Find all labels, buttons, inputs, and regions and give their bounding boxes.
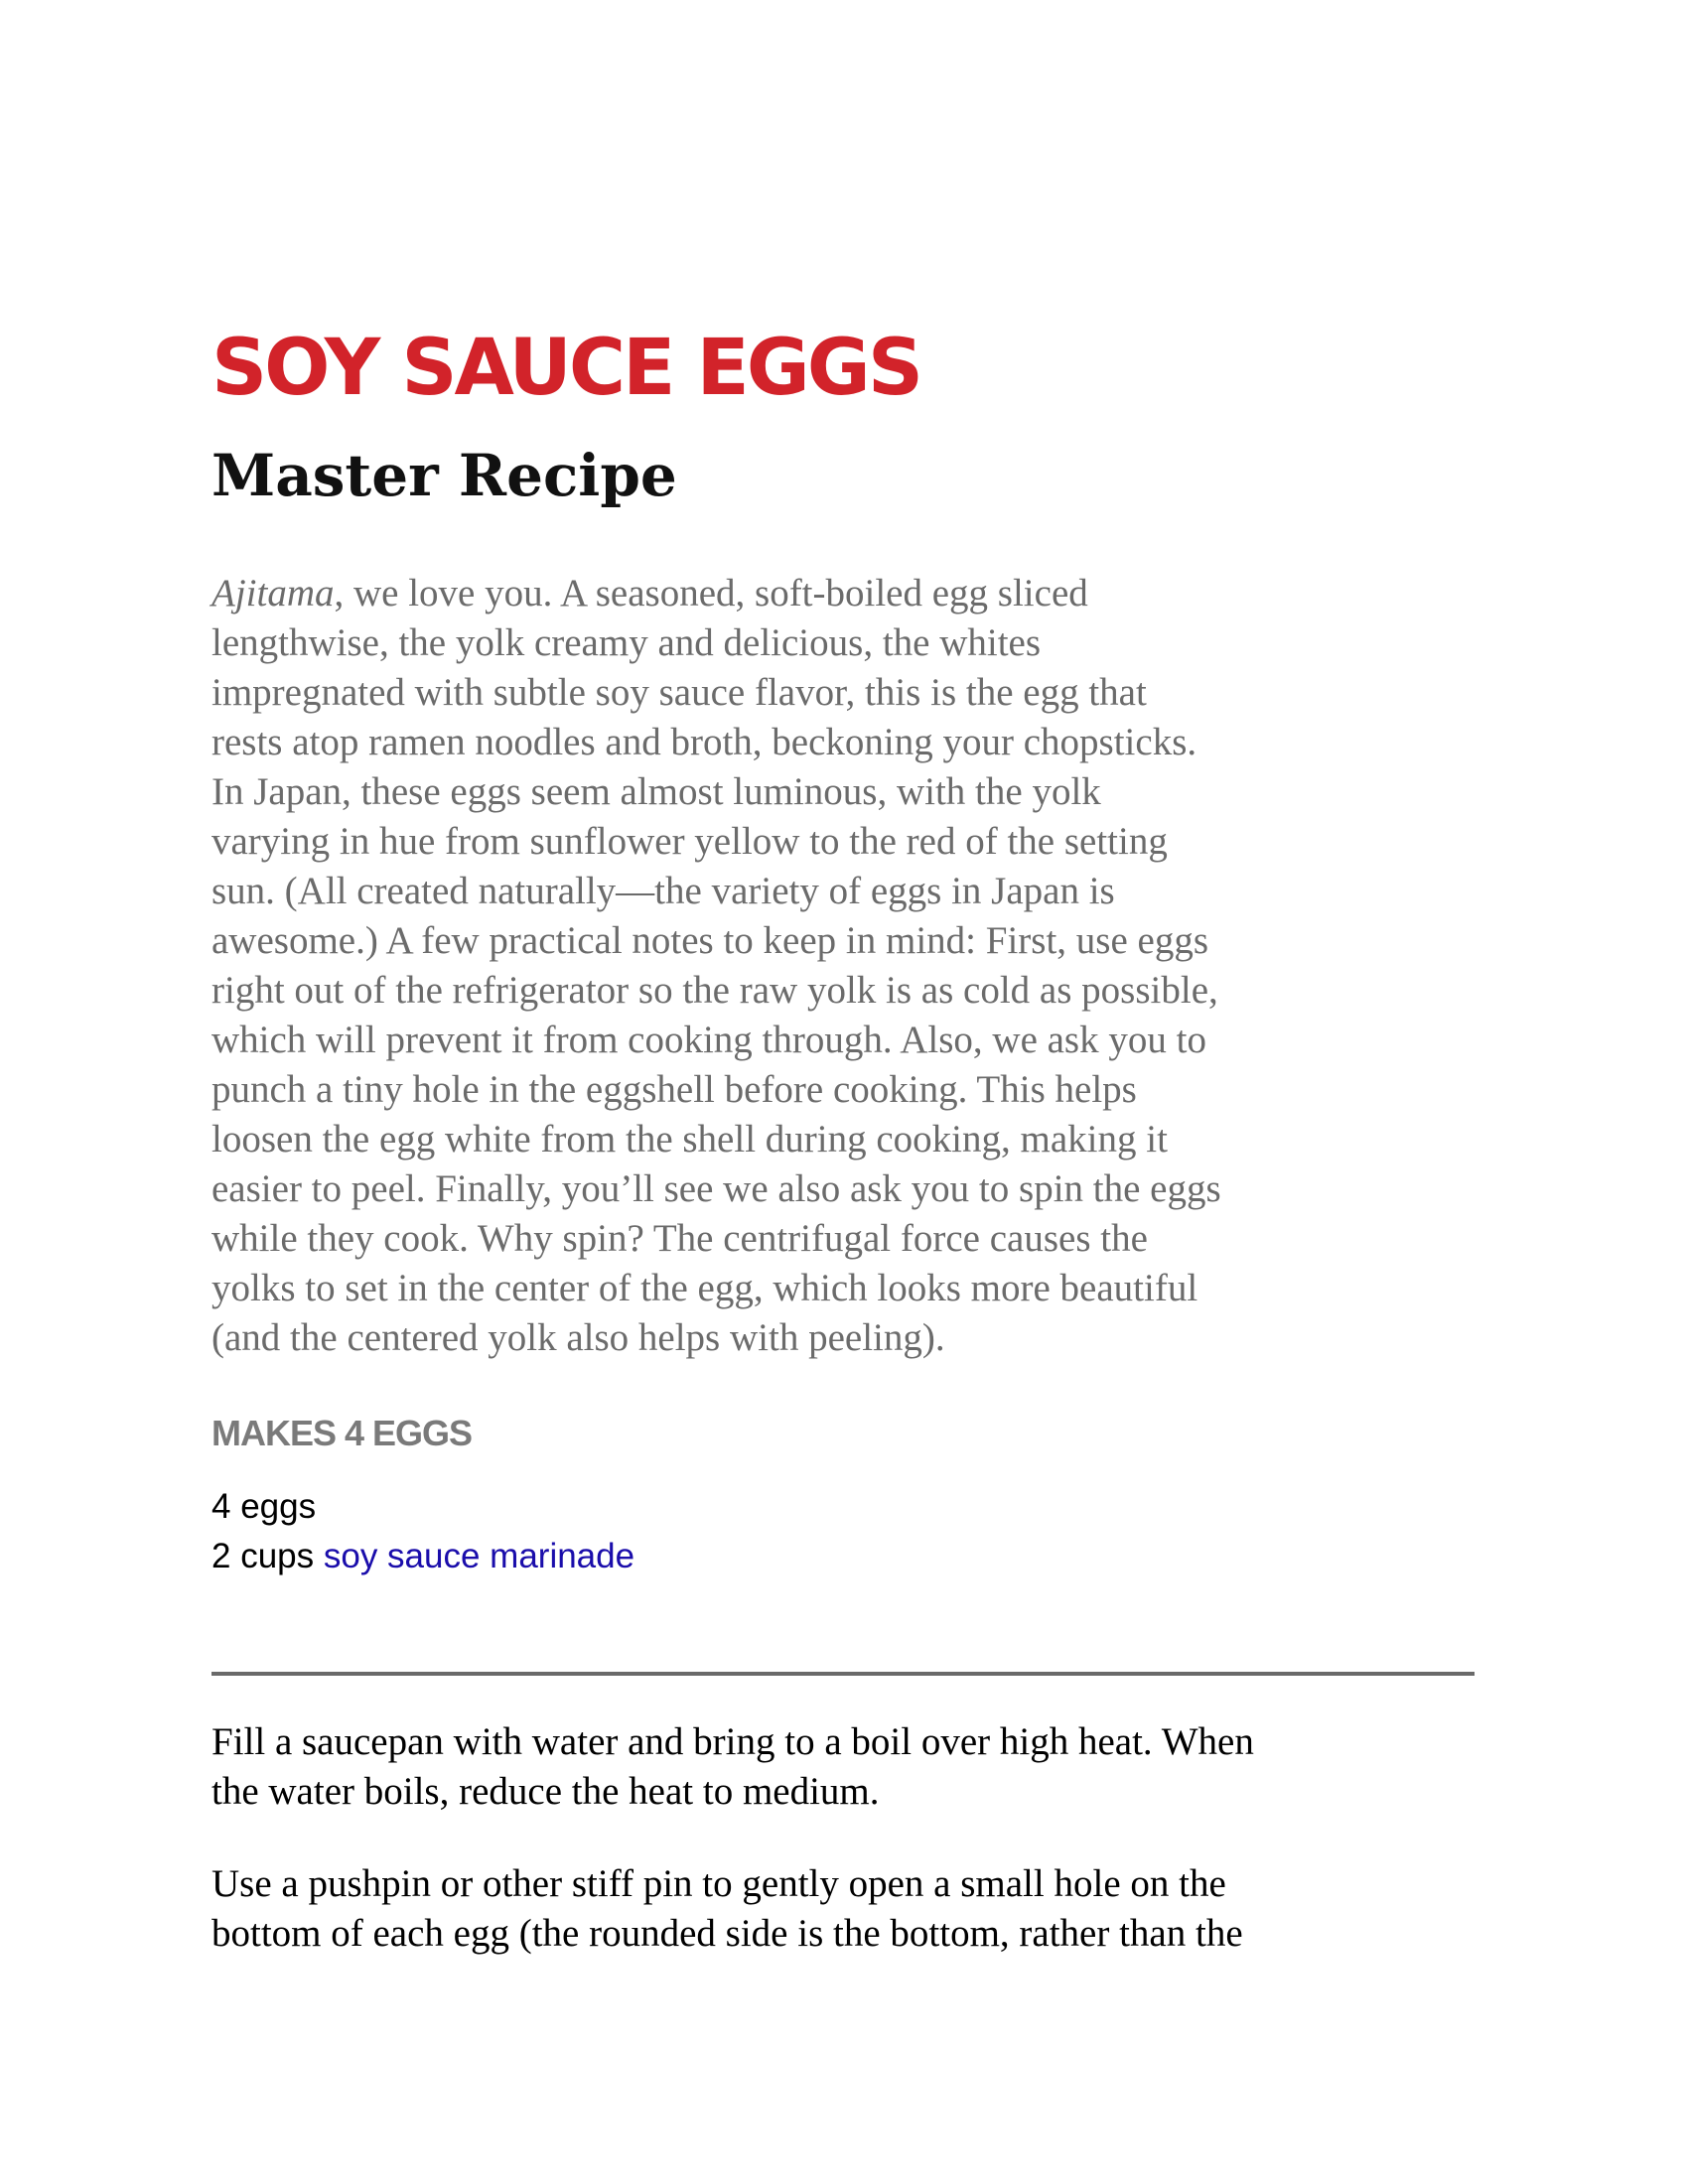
intro-line: sun. (All created naturally—the variety of eggs in Japan is — [211, 870, 1115, 912]
step-line: Use a pushpin or other stiff pin to gently open a small hole on the — [211, 1862, 1226, 1905]
intro-line: loosen the egg white from the shell during cooking, making it — [211, 1118, 1168, 1160]
intro-line-rest: , we love you. A seasoned, soft-boiled egg sliced — [334, 572, 1088, 614]
intro-italic-lead: Ajitama — [211, 572, 335, 614]
section-divider — [211, 1672, 1475, 1676]
intro-line: (and the centered yolk also helps with peeling). — [211, 1316, 945, 1359]
intro-line: lengthwise, the yolk creamy and delicious, the whites — [211, 621, 1042, 664]
recipe-subtitle: Master Recipe — [211, 442, 677, 509]
soy-sauce-marinade-link[interactable]: soy sauce marinade — [323, 1537, 635, 1575]
intro-paragraph — [211, 569, 1477, 1363]
recipe-yield: MAKES 4 EGGS — [211, 1413, 473, 1453]
intro-line — [211, 569, 1477, 618]
intro-line: varying in hue from sunflower yellow to the red of the setting — [211, 820, 1168, 863]
intro-line: while they cook. Why spin? The centrifugal force causes the — [211, 1217, 1148, 1260]
intro-line: easier to peel. Finally, you’ll see we also ask you to spin the eggs — [211, 1167, 1221, 1210]
step-line: Fill a saucepan with water and bring to a boil over high heat. When — [211, 1720, 1254, 1763]
ingredient-text: 4 eggs — [211, 1487, 317, 1526]
ingredient-item — [211, 1532, 634, 1581]
ingredient-list — [211, 1482, 634, 1581]
ingredient-text: 2 cups — [211, 1537, 324, 1575]
intro-line: which will prevent it from cooking through. Also, we ask you to — [211, 1019, 1206, 1061]
step-line: the water boils, reduce the heat to medium. — [211, 1770, 880, 1813]
intro-line: awesome.) A few practical notes to keep in mind: First, use eggs — [211, 919, 1209, 962]
intro-line: right out of the refrigerator so the raw yolk is as cold as possible, — [211, 969, 1218, 1012]
recipe-title: SOY SAUCE EGGS — [211, 324, 921, 413]
intro-line: rests atop ramen noodles and broth, beckoning your chopsticks. — [211, 721, 1197, 763]
step-line: bottom of each egg (the rounded side is the bottom, rather than the — [211, 1912, 1243, 1955]
intro-line: yolks to set in the center of the egg, which looks more beautiful — [211, 1267, 1198, 1309]
ingredient-item — [211, 1482, 634, 1532]
intro-line: In Japan, these eggs seem almost luminous, with the yolk — [211, 770, 1101, 813]
intro-line: impregnated with subtle soy sauce flavor, this is the egg that — [211, 671, 1147, 714]
method-step-2 — [211, 1859, 1492, 1959]
method-step-1 — [211, 1717, 1492, 1817]
intro-line: punch a tiny hole in the eggshell before cooking. This helps — [211, 1068, 1137, 1111]
